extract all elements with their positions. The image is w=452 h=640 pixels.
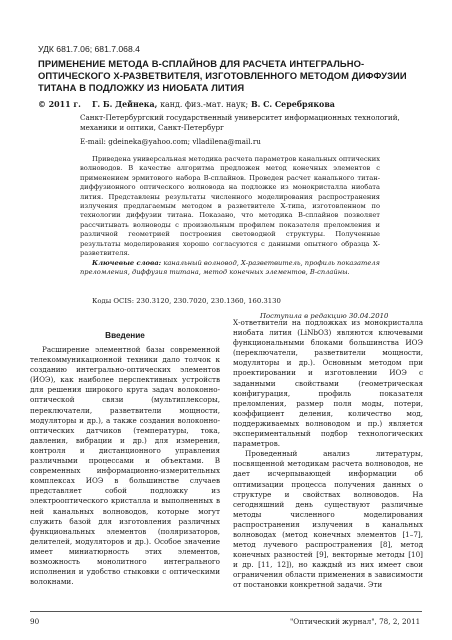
left-column	[30, 345, 220, 587]
journal-citation: "Оптический журнал", 78, 2, 2011	[290, 617, 421, 626]
keywords	[80, 259, 380, 278]
section-heading-intro: Введение	[105, 331, 145, 340]
right-column	[233, 318, 423, 591]
article-title: ПРИМЕНЕНИЕ МЕТОДА В-СПЛАЙНОВ ДЛЯ РАСЧЕТА ИНТЕГРАЛЬНО-ОПТИЧЕСКОГО Х-РАЗВЕТВИТЕЛЯ, ИЗГОТОВЛЕННОГО МЕТОДОМ ДИФФУЗИИ ТИТАНА В ПОДЛОЖКУ ИЗ НИОБАТА ЛИТИЯ	[38, 58, 407, 93]
intro-paragraph-2: Х-ответвители на подложках из монокристалла ниобата лития (LiNbO3) являются ключевыми функциональными блоками большинства ИОЭ (переключатели, разветвители мощности, модуляторы и др.). Основным методом при проектировании и изготовлении ИОЭ с заданными свойствами (геометрическая конфигурация, профиль показателя преломления, размер поля моды, потери, коэффициент деления, количество мод, поддерживаемых волноводом и пр.) является экспериментальный подбор технологических параметров.	[233, 318, 423, 449]
intro-paragraph-1: Расширение элементной базы современной телекоммуникационной техники дало толчок к созданию интегрально-оптических элементов (ИОЭ), как наиболее перспективных устройств для решения широкого круга задач волоконно-оптической связи (мультиплексоры, переключатели, разветвители мощности, модуляторы и др.), а также создания волоконно-оптических датчиков (температуры, тока, давления, вибрации и др.) для измерения, контроля и дистанционного управления различными процессами и объектами. В современных информационно-измерительных комплексах ИОЭ в большинстве случаев представляет собой подложку из электрооптического кристалла и выполненных в ней канальных волноводов, которые могут служить базой для изготовления различных функциональных элементов (поляризаторов, делителей, модуляторов и др.). Особое значение имеет миниатюрность этих элементов, возможность монолитного интегрального исполнения и удобство стыковки с оптическими волокнами.	[30, 345, 220, 587]
author-2: В. С. Серебрякова	[250, 100, 335, 109]
author-1: Г. Б. Дейнека,	[91, 100, 158, 109]
udc-code: УДК 681.7.06; 681.7.068.4	[38, 44, 140, 54]
received-date: Поступила в редакцию 30.04.2010	[260, 312, 389, 320]
affiliation: Санкт-Петербургский государственный университет информационных технологий, механики и оптики, Санкт-Петербург	[80, 113, 400, 132]
authors-line	[38, 100, 428, 109]
email-line: E-mail: gdeineka@yahoo.com; vlladilena@mail.ru	[80, 137, 261, 146]
footer-divider	[30, 611, 422, 612]
copyright-year: © 2011 г.	[38, 100, 81, 109]
page-number: 90	[30, 617, 40, 626]
keywords-text: канальный волновод, Х-разветвитель, профиль показателя преломления, диффузия титана, метод конечных элементов, В-сплайны.	[80, 259, 380, 277]
abstract: Приведена универсальная методика расчета параметров канальных оптических волноводов. В качестве алгоритма предложен метод конечных элементов с применением эрмитового набора В-сплайнов. Проведен расчет канального титан-диффузионного оптического волновода на подложке из монокристалла ниобата лития. Представлены результаты численного моделирования распространения излучения предлагаемым методом в разветвителе Х-типа, изготовленном по технологии диффузии титана. Показано, что методика В-сплайнов позволяет рассчитывать волноводы с произвольным профилем показателя преломления и различной геометрией построения световодной структуры. Полученные результаты моделирования хорошо согласуются с данными опытного образца Х-разветвителя.	[80, 155, 380, 258]
intro-paragraph-3: Проведенный анализ литературы, посвященной методикам расчета волноводов, не дает исчерпывающей информации об оптимизации процесса получения данных о структуре и свойствах волноводов. На сегодняшний день существуют различные методы численного моделирования распространения излучения в канальных волноводах (метод конечных элементов [1–7], метод лучевого распространения [8], метод конечных разностей [9], векторные методы [10] и др. [11, 12]), но каждый из них имеет свои ограничения области применения в зависимости от постановки конкретной задачи. Эти	[233, 449, 423, 590]
keywords-label: Ключевые слова:	[92, 259, 162, 267]
author-degree: канд. физ.-мат. наук;	[160, 100, 249, 109]
ocis-codes: Коды OCIS: 230.3120, 230.7020, 230.1360, 160.3130	[92, 297, 281, 305]
